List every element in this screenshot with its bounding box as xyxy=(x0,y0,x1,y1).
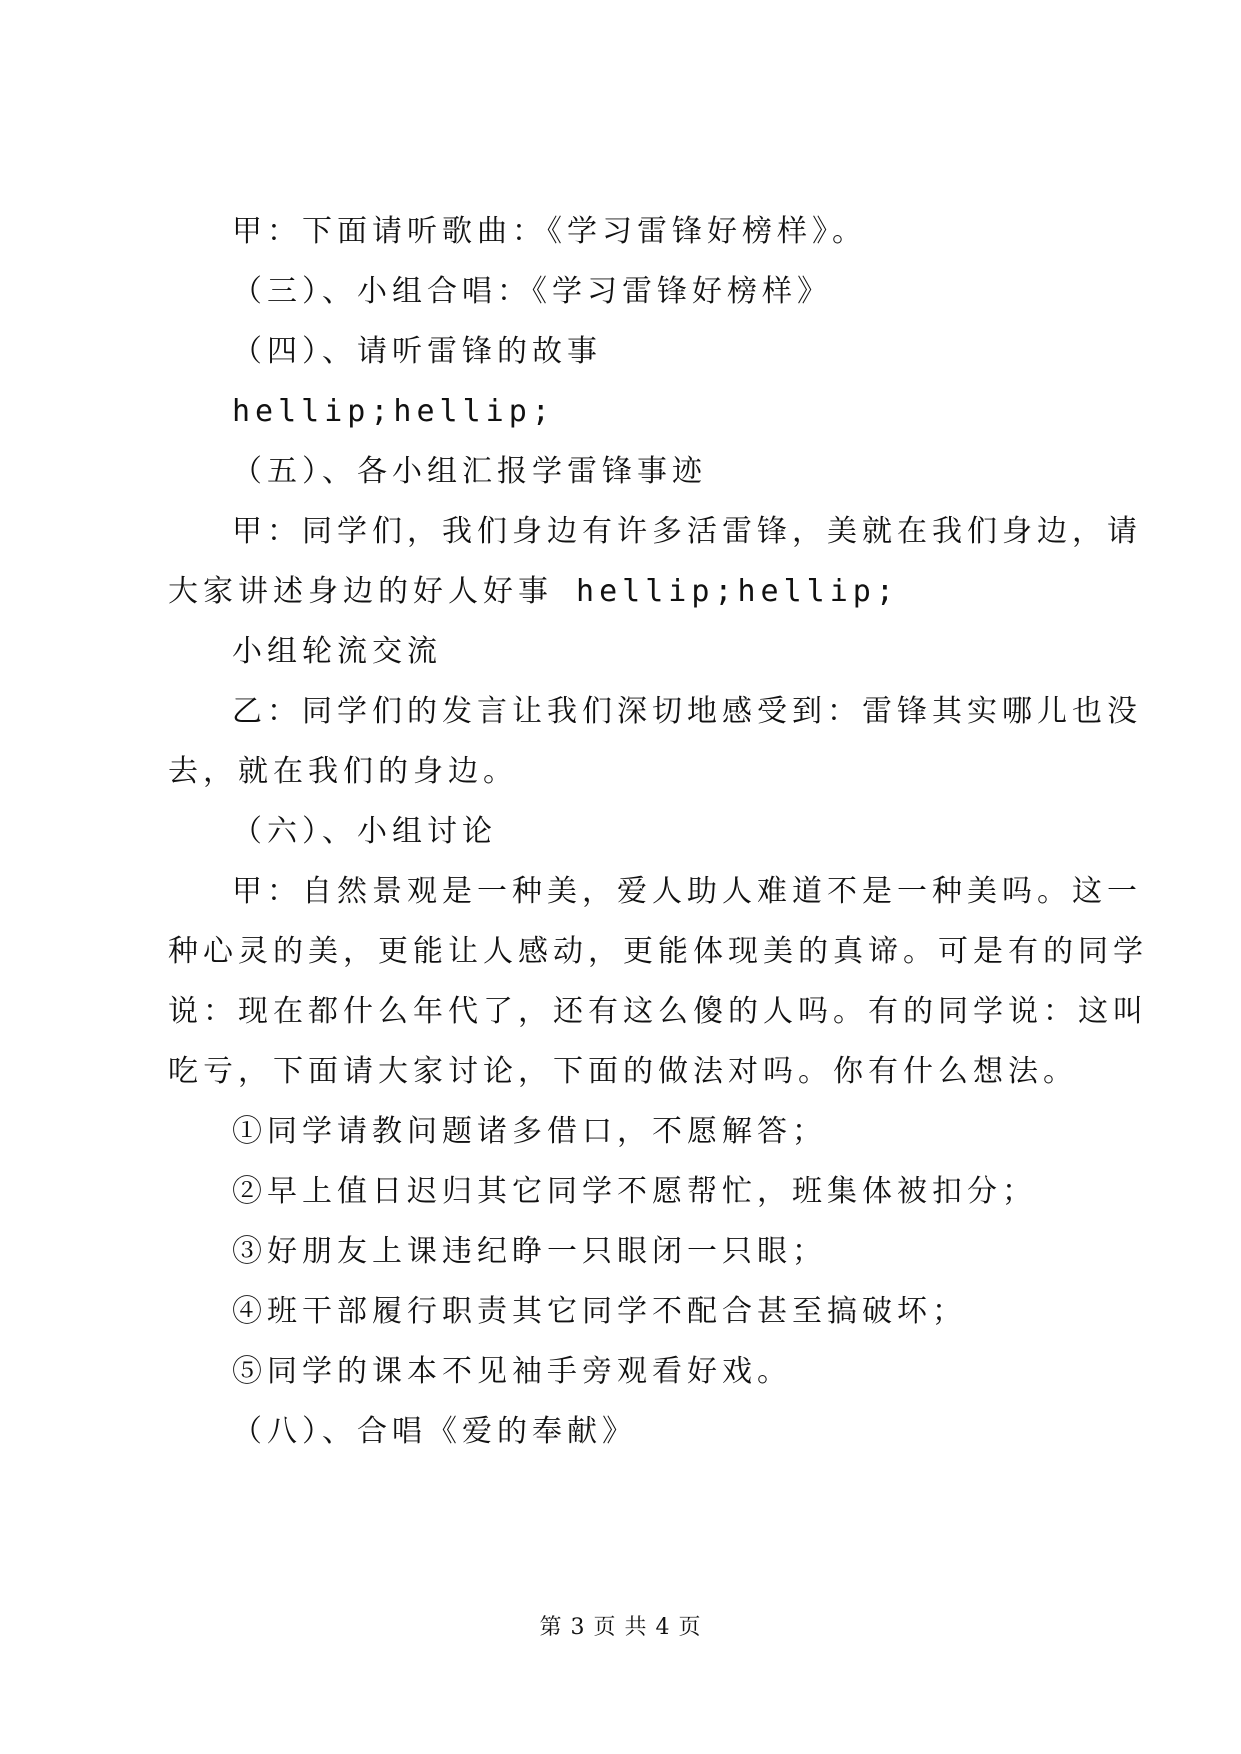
text-line-12: 甲：自然景观是一种美，爱人助人难道不是一种美吗。这一 xyxy=(232,874,1142,909)
text-line-8: 小组轮流交流 xyxy=(232,634,442,669)
text-line-3: （四）、请听雷锋的故事 xyxy=(232,334,602,369)
text-line-4: hellip;hellip; xyxy=(232,394,555,429)
text-line-21: （八）、合唱《爱的奉献》 xyxy=(232,1414,637,1449)
text-line-20: ⑤同学的课本不见袖手旁观看好戏。 xyxy=(232,1354,792,1389)
text-line-17: ②早上值日迟归其它同学不愿帮忙，班集体被扣分； xyxy=(232,1174,1037,1209)
text-line-2: （三）、小组合唱：《学习雷锋好榜样》 xyxy=(232,274,832,309)
text-line-7: 大家讲述身边的好人好事 hellip;hellip; xyxy=(168,574,899,609)
text-line-18: ③好朋友上课违纪睁一只眼闭一只眼； xyxy=(232,1234,827,1269)
text-line-13: 种心灵的美，更能让人感动，更能体现美的真谛。可是有的同学 xyxy=(168,934,1148,969)
page-number-footer: 第 3 页 共 4 页 xyxy=(539,1615,702,1640)
text-line-1: 甲：下面请听歌曲：《学习雷锋好榜样》。 xyxy=(232,214,867,249)
text-line-15: 吃亏，下面请大家讨论，下面的做法对吗。你有什么想法。 xyxy=(168,1054,1078,1089)
text-line-19: ④班干部履行职责其它同学不配合甚至搞破坏； xyxy=(232,1294,967,1329)
text-line-14: 说：现在都什么年代了，还有这么傻的人吗。有的同学说：这叫 xyxy=(168,994,1148,1029)
text-line-10: 去，就在我们的身边。 xyxy=(168,754,518,789)
text-line-6: 甲：同学们，我们身边有许多活雷锋，美就在我们身边，请 xyxy=(232,514,1142,549)
text-line-5: （五）、各小组汇报学雷锋事迹 xyxy=(232,454,707,489)
text-line-16: ①同学请教问题诸多借口，不愿解答； xyxy=(232,1114,827,1149)
text-line-11: （六）、小组讨论 xyxy=(232,814,497,849)
text-line-9: 乙：同学们的发言让我们深切地感受到：雷锋其实哪儿也没 xyxy=(232,694,1142,729)
